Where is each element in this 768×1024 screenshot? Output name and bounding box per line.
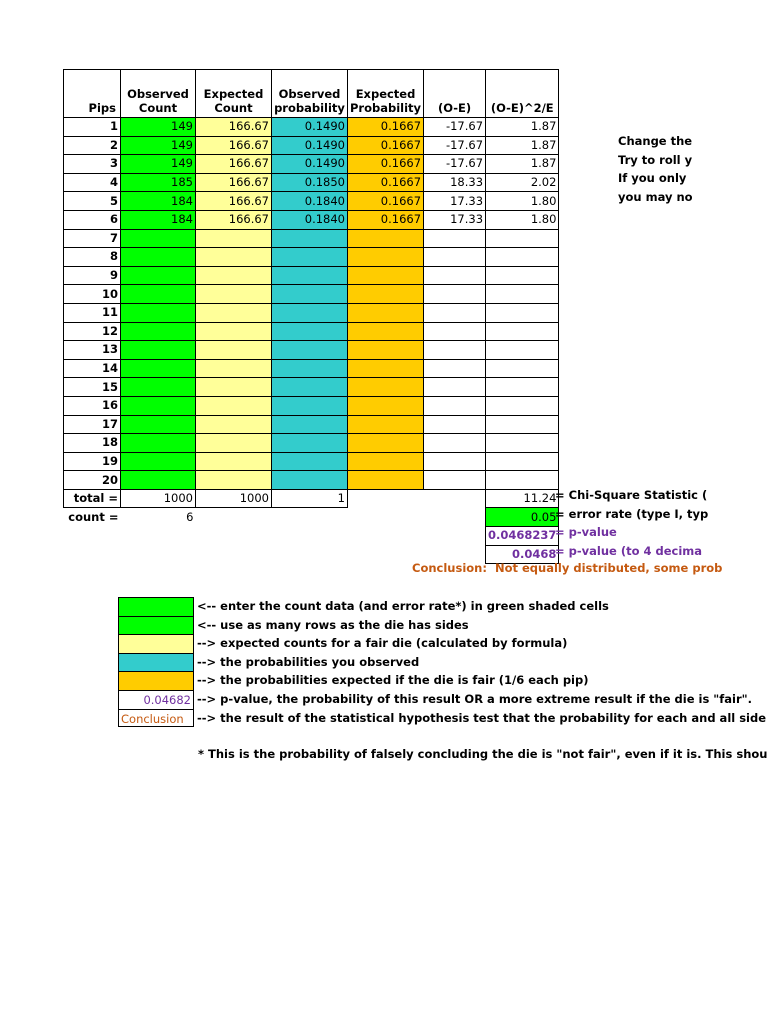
legend-conclusion-sample: Conclusion [118, 709, 194, 728]
p-value-4dp-cell: 0.0468 [486, 545, 559, 564]
note-line: Try to roll y [618, 152, 693, 167]
table-row [64, 396, 559, 415]
table-row [64, 229, 559, 248]
legend-text: --> p-value, the probability of this result OR a more extreme result if the die is "fair". [197, 691, 753, 706]
table-row [64, 471, 559, 490]
expected-probability-cell [348, 452, 424, 471]
chi-component-cell: 1.87 [486, 118, 559, 137]
chi-component-cell [486, 285, 559, 304]
observed-probability-cell: 0.1490 [272, 155, 348, 174]
pips-cell: 18 [64, 434, 121, 453]
pips-cell: 7 [64, 229, 121, 248]
expected-count-cell [196, 396, 272, 415]
expected-probability-cell [348, 378, 424, 397]
header-pips: Pips [64, 70, 121, 118]
o-minus-e-cell [424, 378, 486, 397]
pips-cell: 3 [64, 155, 121, 174]
observed-count-input[interactable] [121, 378, 196, 397]
table-row [64, 452, 559, 471]
expected-count-cell [196, 452, 272, 471]
expected-count-cell [196, 303, 272, 322]
observed-count-input[interactable] [121, 229, 196, 248]
observed-count-input[interactable] [121, 359, 196, 378]
observed-probability-cell [272, 471, 348, 490]
legend-swatch-orange [118, 671, 194, 690]
observed-probability-cell: 0.1490 [272, 136, 348, 155]
stat-labels [555, 486, 708, 560]
expected-probability-cell [348, 341, 424, 360]
table-row [64, 322, 559, 341]
observed-probability-cell [272, 359, 348, 378]
observed-count-input[interactable] [121, 322, 196, 341]
note-line: Change the [618, 134, 693, 148]
chi-component-cell [486, 471, 559, 490]
conclusion-text: Not equally distributed, some prob [494, 561, 723, 575]
observed-count-input[interactable]: 184 [121, 192, 196, 211]
p-value-cell: 0.0468237 [486, 527, 559, 546]
chi-component-cell [486, 248, 559, 267]
o-minus-e-cell: 18.33 [424, 173, 486, 192]
pips-cell: 15 [64, 378, 121, 397]
o-minus-e-cell [424, 452, 486, 471]
expected-count-cell: 166.67 [196, 192, 272, 211]
o-minus-e-cell: 17.33 [424, 210, 486, 229]
observed-count-input[interactable] [121, 303, 196, 322]
pips-cell: 14 [64, 359, 121, 378]
observed-probability-cell [272, 322, 348, 341]
observed-count-input[interactable] [121, 248, 196, 267]
observed-count-input[interactable] [121, 415, 196, 434]
header-observed-probability: Observed probability [272, 70, 348, 118]
header-expected-probability: Expected Probability [348, 70, 424, 118]
chi-component-cell [486, 341, 559, 360]
count-value: 6 [186, 510, 194, 525]
p-value-4dp-label: = p-value (to 4 decima [555, 543, 703, 558]
legend-text: --> the result of the statistical hypothesis test that the probability for each and all side [197, 710, 767, 725]
expected-probability-cell [348, 322, 424, 341]
pips-cell: 10 [64, 285, 121, 304]
observed-probability-cell [272, 248, 348, 267]
pips-cell: 20 [64, 471, 121, 490]
chi-square-label: = Chi-Square Statistic ( [555, 488, 708, 502]
note-line: you may no [618, 189, 693, 204]
chi-component-cell [486, 359, 559, 378]
observed-probability-cell [272, 341, 348, 360]
expected-count-cell [196, 322, 272, 341]
total-probability: 1 [272, 489, 348, 508]
expected-probability-cell [348, 359, 424, 378]
legend-text: <-- use as many rows as the die has sides [197, 617, 469, 632]
legend-p-value-sample: 0.04682 [118, 690, 194, 709]
pips-cell: 17 [64, 415, 121, 434]
legend-swatch-green [118, 597, 194, 616]
chi-component-cell [486, 266, 559, 285]
o-minus-e-cell [424, 471, 486, 490]
chi-component-cell: 2.02 [486, 173, 559, 192]
o-minus-e-cell: -17.67 [424, 136, 486, 155]
o-minus-e-cell [424, 396, 486, 415]
pips-cell: 12 [64, 322, 121, 341]
p-value-label: = p-value [555, 525, 617, 540]
chi-square-value: 11.24 [486, 489, 559, 508]
chi-component-cell: 1.87 [486, 136, 559, 155]
chi-component-cell: 1.87 [486, 155, 559, 174]
pips-cell: 8 [64, 248, 121, 267]
observed-probability-cell [272, 452, 348, 471]
expected-probability-cell [348, 303, 424, 322]
legend-text: <-- enter the count data (and error rate*) in green shaded cells [197, 599, 609, 613]
total-expected: 1000 [196, 489, 272, 508]
table-row [64, 192, 559, 211]
expected-probability-cell: 0.1667 [348, 173, 424, 192]
observed-probability-cell [272, 285, 348, 304]
observed-count-input[interactable] [121, 341, 196, 360]
o-minus-e-cell: -17.67 [424, 155, 486, 174]
chi-component-cell [486, 303, 559, 322]
table-row [64, 434, 559, 453]
expected-count-cell [196, 285, 272, 304]
observed-count-input[interactable] [121, 471, 196, 490]
conclusion-line [412, 561, 722, 575]
instruction-notes [618, 132, 693, 206]
observed-count-input[interactable]: 185 [121, 173, 196, 192]
observed-count-input[interactable] [121, 396, 196, 415]
observed-probability-cell: 0.1840 [272, 210, 348, 229]
expected-probability-cell: 0.1667 [348, 118, 424, 137]
o-minus-e-cell [424, 434, 486, 453]
expected-count-cell: 166.67 [196, 136, 272, 155]
expected-probability-cell [348, 415, 424, 434]
chi-component-cell [486, 396, 559, 415]
chi-component-cell: 1.80 [486, 210, 559, 229]
expected-probability-cell [348, 434, 424, 453]
expected-probability-cell [348, 248, 424, 267]
expected-probability-cell: 0.1667 [348, 155, 424, 174]
expected-probability-cell [348, 229, 424, 248]
legend-swatch-yellow [118, 634, 194, 653]
legend-text: --> the probabilities expected if the die is fair (1/6 each pip) [197, 673, 589, 688]
chi-component-cell [486, 452, 559, 471]
error-rate-label: = error rate (type I, typ [555, 506, 709, 521]
expected-count-cell [196, 471, 272, 490]
expected-count-cell [196, 434, 272, 453]
table-row [64, 341, 559, 360]
header-expected-count: Expected Count [196, 70, 272, 118]
expected-probability-cell [348, 471, 424, 490]
header-chi-component: (O-E)^2/E [486, 70, 559, 118]
header-o-minus-e: (O-E) [424, 70, 486, 118]
legend-swatch-teal [118, 653, 194, 672]
pips-cell: 13 [64, 341, 121, 360]
observed-count-input[interactable] [121, 434, 196, 453]
expected-probability-cell: 0.1667 [348, 136, 424, 155]
expected-count-cell [196, 415, 272, 434]
observed-probability-cell: 0.1490 [272, 118, 348, 137]
observed-probability-cell [272, 266, 348, 285]
expected-count-cell: 166.67 [196, 118, 272, 137]
expected-count-cell: 166.67 [196, 173, 272, 192]
chi-component-cell [486, 415, 559, 434]
legend-text: --> the probabilities you observed [197, 654, 420, 669]
pips-cell: 1 [64, 118, 121, 137]
expected-count-cell: 166.67 [196, 210, 272, 229]
observed-probability-cell [272, 303, 348, 322]
o-minus-e-cell [424, 285, 486, 304]
total-label: total = [64, 489, 121, 508]
table-row [64, 173, 559, 192]
expected-count-cell [196, 341, 272, 360]
pips-cell: 19 [64, 452, 121, 471]
o-minus-e-cell [424, 248, 486, 267]
chi-component-cell [486, 434, 559, 453]
table-row [64, 303, 559, 322]
o-minus-e-cell [424, 322, 486, 341]
table-row [64, 210, 559, 229]
o-minus-e-cell [424, 341, 486, 360]
pips-cell: 9 [64, 266, 121, 285]
conclusion-label: Conclusion: [412, 561, 487, 575]
observed-count-input[interactable]: 149 [121, 118, 196, 137]
observed-count-input[interactable]: 184 [121, 210, 196, 229]
observed-probability-cell [272, 378, 348, 397]
chi-component-cell [486, 322, 559, 341]
o-minus-e-cell [424, 359, 486, 378]
observed-count-input[interactable]: 149 [121, 136, 196, 155]
observed-probability-cell [272, 434, 348, 453]
table-row [64, 248, 559, 267]
observed-count-input[interactable] [121, 452, 196, 471]
expected-count-cell: 166.67 [196, 155, 272, 174]
table-row [64, 378, 559, 397]
observed-count-input[interactable] [121, 285, 196, 304]
expected-probability-cell [348, 396, 424, 415]
o-minus-e-cell [424, 266, 486, 285]
observed-probability-cell [272, 415, 348, 434]
total-observed: 1000 [121, 489, 196, 508]
o-minus-e-cell [424, 229, 486, 248]
pips-cell: 11 [64, 303, 121, 322]
table-row [64, 415, 559, 434]
expected-probability-cell [348, 285, 424, 304]
pips-cell: 6 [64, 210, 121, 229]
pips-cell: 16 [64, 396, 121, 415]
observed-count-input[interactable] [121, 266, 196, 285]
expected-count-cell [196, 248, 272, 267]
note-line: If you only [618, 171, 687, 186]
pips-cell: 2 [64, 136, 121, 155]
pips-cell: 5 [64, 192, 121, 211]
table-row [64, 155, 559, 174]
expected-count-cell [196, 378, 272, 397]
error-rate-input[interactable]: 0.05 [486, 508, 559, 527]
observed-probability-cell [272, 396, 348, 415]
legend-swatch-green [118, 616, 194, 635]
observed-count-input[interactable]: 149 [121, 155, 196, 174]
legend-text: --> expected counts for a fair die (calculated by formula) [197, 636, 568, 651]
count-label: count = [68, 510, 119, 525]
o-minus-e-cell: -17.67 [424, 118, 486, 137]
observed-probability-cell [272, 229, 348, 248]
chi-component-cell: 1.80 [486, 192, 559, 211]
chi-component-cell [486, 229, 559, 248]
header-observed-count: Observed Count [121, 70, 196, 118]
table-row [64, 359, 559, 378]
expected-count-cell [196, 229, 272, 248]
footnote: * This is the probability of falsely concluding the die is "not fair", even if it is. This shou [198, 747, 768, 761]
table-row [64, 118, 559, 137]
chi-square-table [63, 69, 559, 564]
pips-cell: 4 [64, 173, 121, 192]
table-row [64, 266, 559, 285]
expected-probability-cell [348, 266, 424, 285]
observed-probability-cell: 0.1850 [272, 173, 348, 192]
expected-count-cell [196, 266, 272, 285]
expected-count-cell [196, 359, 272, 378]
expected-probability-cell: 0.1667 [348, 192, 424, 211]
observed-probability-cell: 0.1840 [272, 192, 348, 211]
table-row [64, 136, 559, 155]
chi-component-cell [486, 378, 559, 397]
o-minus-e-cell [424, 303, 486, 322]
expected-probability-cell: 0.1667 [348, 210, 424, 229]
o-minus-e-cell: 17.33 [424, 192, 486, 211]
o-minus-e-cell [424, 415, 486, 434]
table-row [64, 285, 559, 304]
